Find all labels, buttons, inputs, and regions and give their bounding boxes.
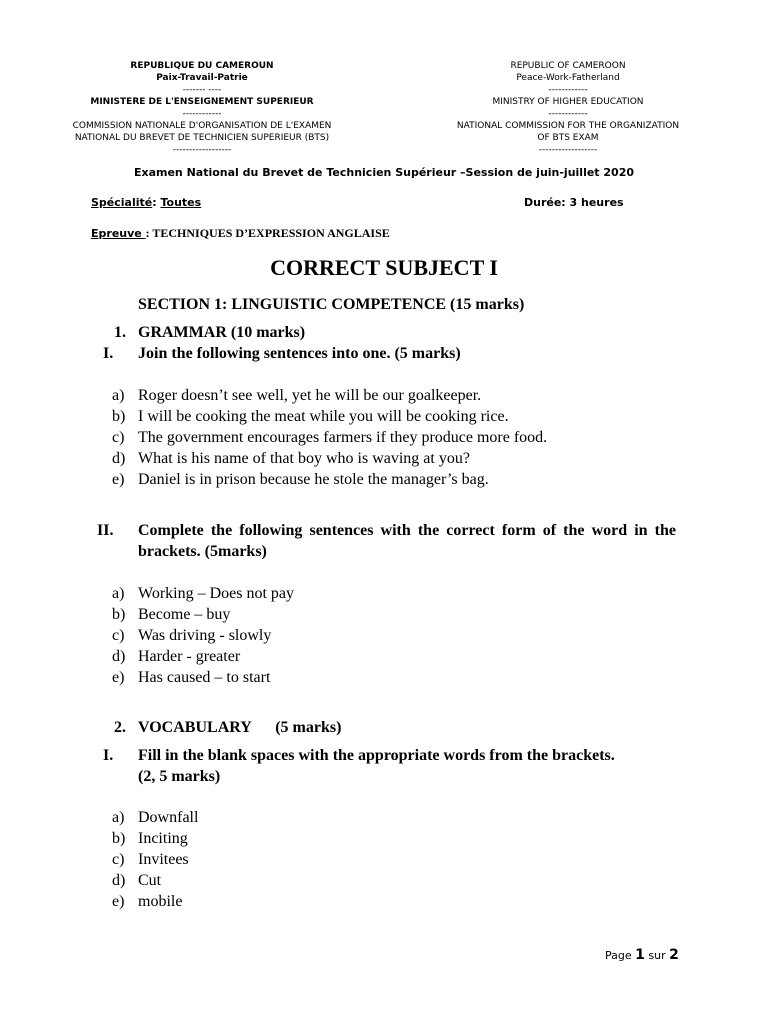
item-letter: c) xyxy=(112,627,125,644)
page-sur: sur xyxy=(648,949,666,962)
part-2-title: Complete the following sentences with the correct form of the word in the brackets. (5marks) xyxy=(138,522,676,560)
part-1-title: Join the following sentences into one. (5 marks) xyxy=(138,345,461,362)
item-text: Has caused – to start xyxy=(138,669,271,686)
item-text: mobile xyxy=(138,893,183,910)
item-text: Was driving - slowly xyxy=(138,627,272,644)
page-total: 2 xyxy=(669,947,679,963)
commission-en-line2: OF BTS EXAM xyxy=(537,133,599,143)
item-text: Roger doesn’t see well, yet he will be our goalkeeper. xyxy=(138,387,482,404)
header-right-block xyxy=(428,60,708,156)
ministry-fr: MINISTERE DE L'ENSEIGNEMENT SUPERIEUR xyxy=(90,97,314,107)
item-letter: e) xyxy=(112,471,125,488)
republic-en: REPUBLIC OF CAMEROON xyxy=(510,61,626,71)
specialite-value: Toutes xyxy=(160,196,202,209)
grammar-number: 1. xyxy=(114,324,126,341)
epreuve-label: Epreuve xyxy=(91,227,146,240)
part-3-title-line1: Fill in the blank spaces with the appropriate words from the brackets. xyxy=(138,747,615,764)
separator: ------------ xyxy=(182,109,222,119)
commission-fr-line1: COMMISSION NATIONALE D'ORGANISATION DE L'EXAMEN xyxy=(72,121,332,131)
item-text: Become – buy xyxy=(138,606,231,623)
item-letter: a) xyxy=(112,585,125,602)
item-letter: e) xyxy=(112,893,125,910)
section-1-title: SECTION 1: LINGUISTIC COMPETENCE (15 marks) xyxy=(138,296,525,313)
commission-en-line1: NATIONAL COMMISSION FOR THE ORGANIZATION xyxy=(456,121,680,131)
item-letter: c) xyxy=(112,851,125,868)
specialite-label: Spécialité xyxy=(91,196,153,209)
separator: ------- ---- xyxy=(182,85,222,95)
page-footer xyxy=(605,947,679,963)
ministry-en: MINISTRY OF HIGHER EDUCATION xyxy=(492,97,644,107)
item-text: What is his name of that boy who is waving at you? xyxy=(138,450,470,467)
item-letter: e) xyxy=(112,669,125,686)
page-number: 1 xyxy=(635,947,645,963)
specialite-line: Spécialité: Toutes xyxy=(91,196,202,209)
item-letter: b) xyxy=(112,606,126,623)
item-letter: a) xyxy=(112,387,125,404)
separator: ------------ xyxy=(548,85,588,95)
item-text: I will be cooking the meat while you will be cooking rice. xyxy=(138,408,509,425)
item-letter: c) xyxy=(112,429,125,446)
part-1-number: I. xyxy=(103,345,114,362)
item-text: Downfall xyxy=(138,809,199,826)
epreuve-value: : TECHNIQUES D’EXPRESSION ANGLAISE xyxy=(145,226,390,240)
item-text: Invitees xyxy=(138,851,189,868)
part-2-number: II. xyxy=(97,522,114,539)
item-letter: d) xyxy=(112,872,126,889)
separator: ------------------ xyxy=(538,145,598,155)
item-letter: d) xyxy=(112,450,126,467)
item-letter: b) xyxy=(112,830,126,847)
page-title: CORRECT SUBJECT I xyxy=(270,255,498,280)
item-text: The government encourages farmers if they produce more food. xyxy=(138,429,548,446)
item-text: Cut xyxy=(138,872,162,889)
separator: ------------------ xyxy=(172,145,232,155)
separator: ------------ xyxy=(548,109,588,119)
republic-fr: REPUBLIQUE DU CAMEROUN xyxy=(130,61,274,71)
motto-en: Peace-Work-Fatherland xyxy=(516,73,620,83)
exam-session-line: Examen National du Brevet de Technicien Supérieur –Session de juin-juillet 2020 xyxy=(133,166,635,179)
vocabulary-number: 2. xyxy=(114,719,126,736)
grammar-title: GRAMMAR (10 marks) xyxy=(138,324,306,341)
item-letter: b) xyxy=(112,408,126,425)
part-3-number: I. xyxy=(103,747,114,764)
motto-fr: Paix-Travail-Patrie xyxy=(156,73,248,83)
page-label: Page xyxy=(605,949,632,962)
item-text: Working – Does not pay xyxy=(138,585,295,602)
part-3-title-line2: (2, 5 marks) xyxy=(138,768,221,785)
item-text: Inciting xyxy=(138,830,188,847)
vocabulary-title: VOCABULARY (5 marks) xyxy=(138,719,342,736)
epreuve-line xyxy=(91,226,390,241)
item-text: Harder - greater xyxy=(138,648,241,665)
item-letter: d) xyxy=(112,648,126,665)
header-left-block xyxy=(62,60,342,156)
commission-fr-line2: NATIONAL DU BREVET DE TECHNICIEN SUPERIEUR (BTS) xyxy=(74,133,330,143)
duree-line: Durée: 3 heures xyxy=(524,196,624,209)
item-text: Daniel is in prison because he stole the manager’s bag. xyxy=(138,471,489,488)
item-letter: a) xyxy=(112,809,125,826)
